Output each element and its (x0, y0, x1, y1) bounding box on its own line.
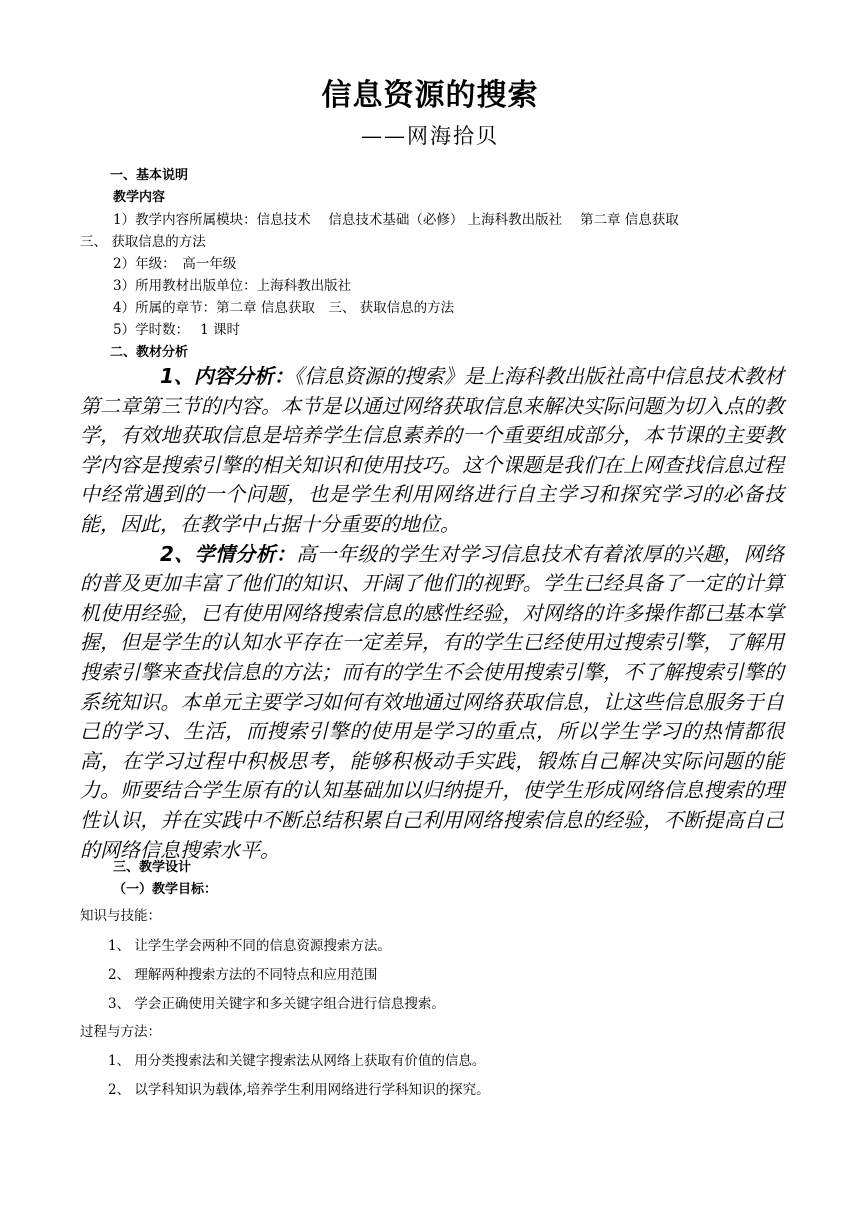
objective-label-process: 过程与方法： (80, 1024, 161, 1040)
section-heading-design: 三、教学设计 (113, 860, 192, 875)
content-analysis-paragraph (80, 362, 784, 540)
objective-label-knowledge: 知识与技能： (80, 908, 161, 924)
objective-knowledge-3: 3、 学会正确使用关键字和多关键字组合进行信息搜索。 (108, 996, 445, 1012)
objective-process-2: 2、 以学科知识为载体,培养学生利用网络进行学科知识的探究。 (108, 1082, 490, 1098)
learner-analysis-paragraph (80, 540, 784, 866)
subheading-teaching-content: 教学内容 (113, 190, 166, 205)
info-item-hours: 5）学时数： 1 课时 (113, 322, 241, 338)
learner-analysis-text: 高一年级的学生对学习信息技术有着浓厚的兴趣，网络的普及更加丰富了他们的知识、开阔了他们的视野。学生已经具备了一定的计算机使用经验，已有使用网络搜索信息的感性经验，对网络的许多操作都已基本掌握，但是学生的认知水平存在一定差异，有的学生已经使用过搜索引擎，了解用搜索引擎来查找信息的方法；而有的学生不会使用搜索引擎，不了解搜索引擎的系统知识。本单元主要学习如何有效地通过网络获取信息，让这些信息服务于自己的学习、生活，而搜索引擎的使用是学习的重点，所以学生学习的热情都很高，在学习过程中积极思考，能够积极动手实践，锻炼自己解决实际问题的能力。师要结合学生原有的认知基础加以归纳提升，使学生形成网络信息搜索的理性认识，并在实践中不断总结积累自己利用网络搜索信息的经验，不断提高自己的网络信息搜索水平。 (80, 541, 785, 862)
objective-process-1: 1、 用分类搜索法和关键字搜索法从网络上获取有价值的信息。 (108, 1053, 486, 1069)
info-item-publisher: 3）所用教材出版单位：上海科教出版社 (113, 278, 352, 294)
section-heading-basic: 一、基本说明 (110, 168, 189, 183)
document-subtitle: ——网海拾贝 (361, 124, 499, 148)
info-item-chapter: 4）所属的章节：第二章 信息获取 三、 获取信息的方法 (113, 300, 455, 316)
analysis-body (80, 362, 784, 865)
content-analysis-lead: 1、内容分析： (160, 364, 294, 388)
info-item-module: 1）教学内容所属模块：信息技术 信息技术基础（必修） 上海科教出版社 第二章 信息获取 (113, 212, 679, 228)
learner-analysis-lead: 2、学情分析： (160, 541, 297, 566)
objective-knowledge-2: 2、 理解两种搜索方法的不同特点和应用范围 (108, 967, 378, 983)
section-heading-analysis: 二、教材分析 (110, 345, 189, 360)
content-analysis-text: 《信息资源的搜索》是上海科教出版社高中信息技术教材第二章第三节的内容。本节是以通过网络获取信息来解决实际问题为切入点的教学，有效地获取信息是培养学生信息素养的一个重要组成部分，本节课的主要教学内容是搜索引擎的相关知识和使用技巧。这个课题是我们在上网查找信息过程中经常遇到的一个问题，也是学生利用网络进行自主学习和探究学习的必备技能，因此，在教学中占据十分重要的地位。 (80, 364, 784, 536)
objective-knowledge-1: 1、 让学生学会两种不同的信息资源搜索方法。 (108, 938, 391, 954)
info-item-module-cont: 三、 获取信息的方法 (80, 234, 206, 250)
subheading-objectives: （一）教学目标： (113, 882, 218, 897)
document-title: 信息资源的搜索 (321, 78, 539, 113)
info-item-grade: 2）年级： 高一年级 (113, 256, 237, 272)
